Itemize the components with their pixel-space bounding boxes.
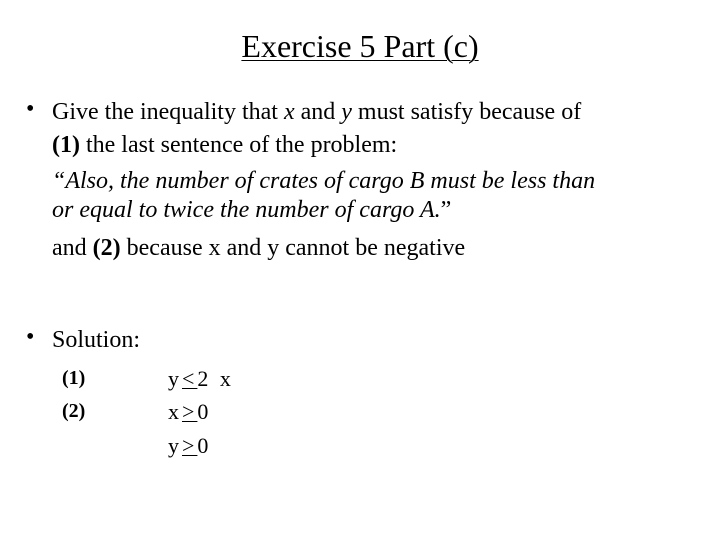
problem-quote-line-2: or equal to twice the number of cargo A.	[52, 197, 441, 223]
text-segment: must satisfy because of	[351, 99, 582, 125]
inequality-lhs: y	[168, 433, 182, 458]
solution-label-1: (1)	[62, 367, 86, 389]
inequality-2	[168, 399, 211, 425]
text-segment: and	[294, 99, 342, 125]
text-segment: and	[52, 235, 93, 261]
variable-x: x	[283, 99, 295, 125]
bullet-1-line-2	[52, 129, 595, 165]
text-segment: Give the inequality that	[52, 99, 284, 125]
text-segment: because x and y cannot be negative	[120, 235, 466, 261]
inequality-1	[168, 366, 234, 392]
variable-y: y	[341, 99, 352, 125]
inequality-rhs: 0	[197, 399, 212, 424]
inequality-rhs: 0	[197, 433, 212, 458]
inequality-relation: >	[182, 399, 198, 424]
bullet-marker: •	[26, 324, 35, 350]
bullet-1-line-4	[52, 194, 595, 232]
closing-quote: ”	[440, 197, 452, 223]
text-segment: the last sentence of the problem:	[79, 132, 398, 158]
bullet-1-line-5	[52, 232, 595, 261]
inequality-lhs: y	[168, 366, 182, 391]
bullet-marker: •	[26, 96, 35, 122]
item-number-1: (1)	[52, 132, 80, 158]
bullet-1-text	[52, 96, 595, 261]
item-number-2: (2)	[92, 235, 121, 261]
problem-quote-line-1: “Also, the number of crates of cargo B must be less than	[52, 168, 596, 194]
solution-label-2: (2)	[62, 400, 86, 422]
inequality-lhs: x	[168, 399, 182, 424]
bullet-1-line-1	[52, 96, 595, 129]
solution-heading: Solution:	[52, 327, 141, 353]
bullet-1-line-3	[52, 165, 595, 194]
inequality-relation: <	[182, 366, 198, 391]
slide-title: Exercise 5 Part (c)	[241, 28, 479, 64]
inequality-rhs: 2 x	[197, 366, 234, 391]
inequality-3	[168, 433, 211, 459]
inequality-relation: >	[182, 433, 198, 458]
